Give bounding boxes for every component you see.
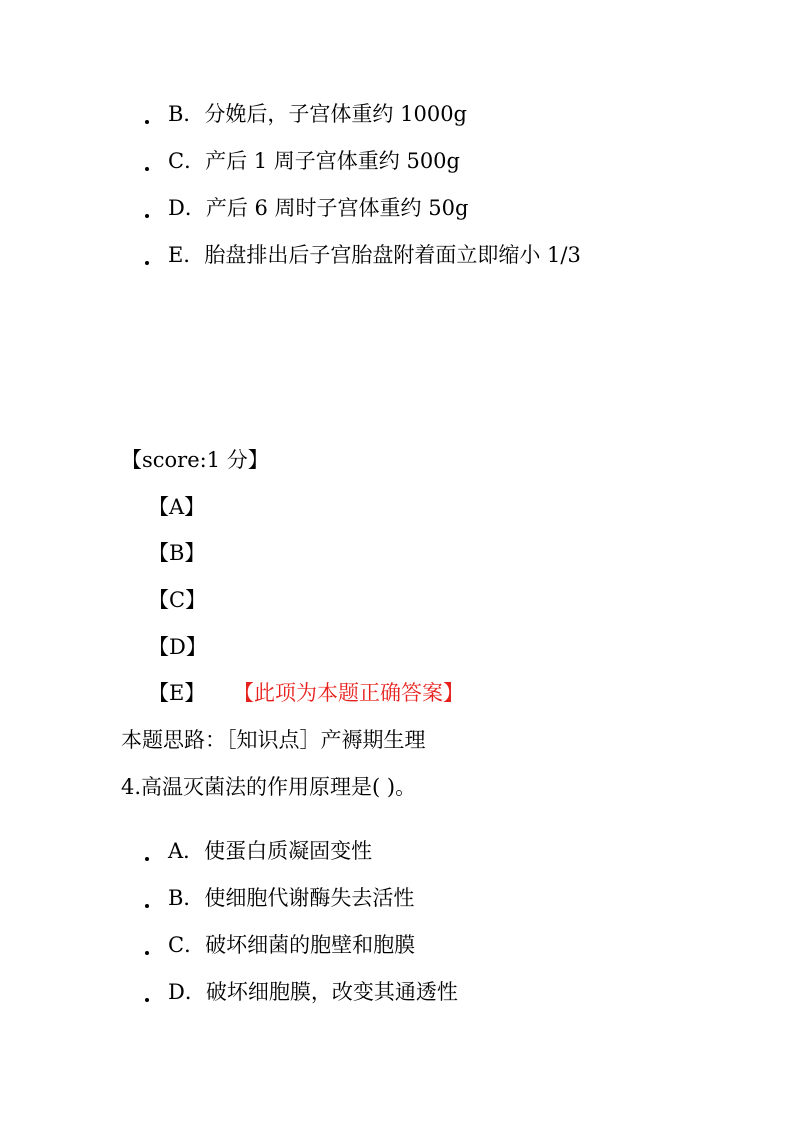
bullet-icon [145, 120, 149, 124]
bullet-icon [145, 857, 149, 861]
option-d-text: D．产后 6 周时子宫体重约 50g [168, 196, 469, 220]
bullet-icon [145, 261, 149, 265]
answer-choice-b[interactable]: 【B】 [148, 541, 206, 565]
option-c-text: C．破坏细菌的胞壁和胞膜 [168, 933, 416, 957]
question-stem: 4.高温灭菌法的作用原理是( )。 [121, 775, 417, 799]
bullet-icon [145, 951, 149, 955]
correct-answer-marker: 【此项为本题正确答案】 [233, 681, 464, 705]
option-b-text: B．使细胞代谢酶失去活性 [168, 886, 415, 910]
option-b-text: B．分娩后，子宫体重约 1000g [168, 102, 467, 126]
option-d-text: D．破坏细胞膜，改变其通透性 [168, 980, 458, 1004]
bullet-icon [145, 214, 149, 218]
bullet-icon [145, 167, 149, 171]
explanation-text: 本题思路：［知识点］产褥期生理 [121, 728, 426, 752]
answer-choice-c[interactable]: 【C】 [148, 588, 207, 612]
answer-choice-e[interactable]: 【E】 [148, 681, 206, 705]
bullet-icon [145, 904, 149, 908]
bullet-icon [145, 998, 149, 1002]
option-e-text: E．胎盘排出后子宫胎盘附着面立即缩小 1/3 [168, 243, 581, 267]
answer-choice-d[interactable]: 【D】 [148, 635, 207, 659]
score-label: 【score:1 分】 [121, 448, 269, 472]
option-c-text: C．产后 1 周子宫体重约 500g [168, 149, 460, 173]
option-a-text: A．使蛋白质凝固变性 [168, 839, 373, 863]
answer-choice-a[interactable]: 【A】 [148, 495, 206, 519]
